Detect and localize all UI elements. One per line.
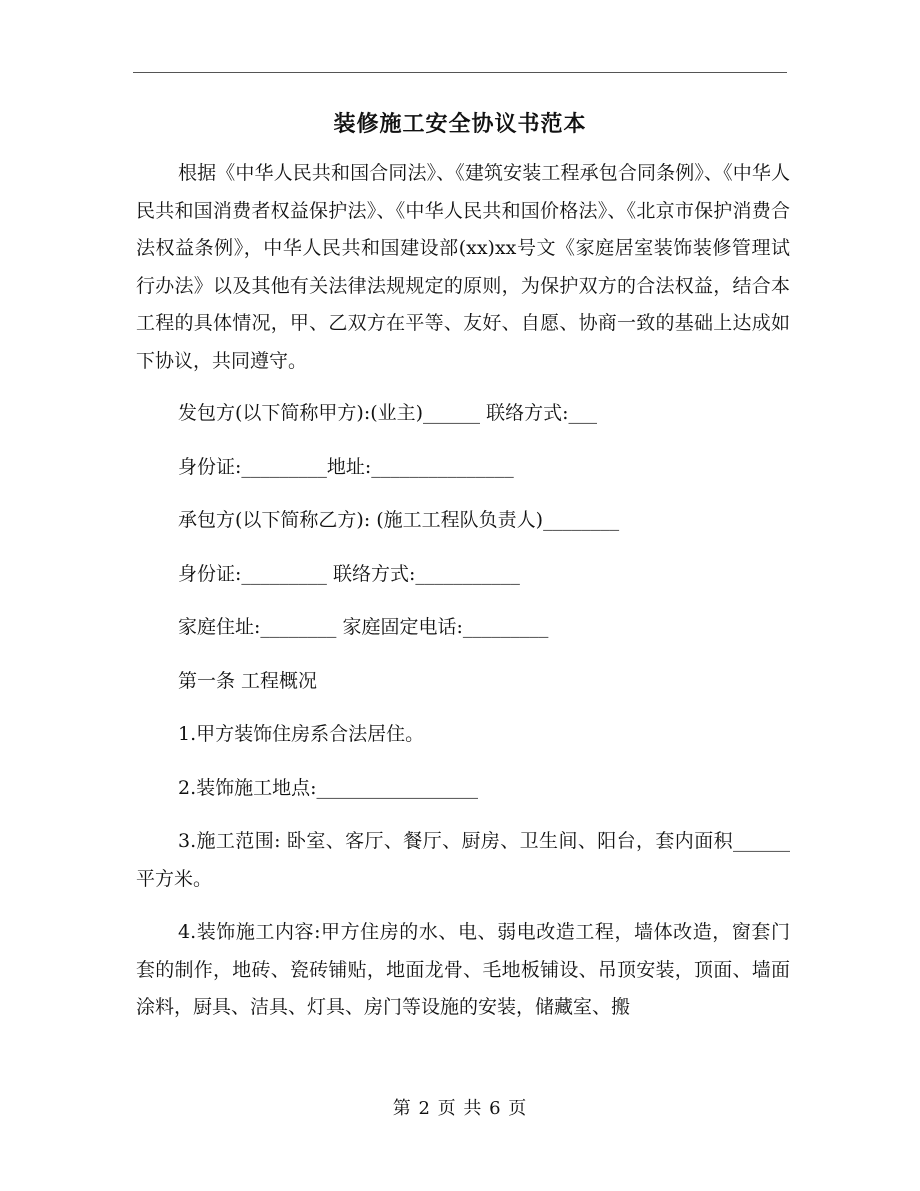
clause-4: 4.装饰施工内容:甲方住房的水、电、弱电改造工程，墙体改造，窗套门套的制作，地砖、瓷砖铺贴，地面龙骨、毛地板铺设、吊顶安装，顶面、墙面涂料，厨具、洁具、灯具、房门等设施的安装，储藏室、搬 [136,921,790,1018]
document-title: 装修施工安全协议书范本 [333,111,587,137]
intro-paragraph: 根据《中华人民共和国合同法》、《建筑安装工程承包合同条例》、《中华人民共和国消费者权益保护法》、《中华人民共和国价格法》、《北京市保护消费合法权益条例》，中华人民共和国建设部(xx)xx号文《家庭居室装饰装修管理试行办法》以及其他有关法律法规规定的原则，为保护双方的合法权益，结合本工程的具体情况，甲、乙双方在平等、友好、自愿、协商一致的基础上达成如下协议，共同遵守。 [136,162,790,372]
party-b-line: 承包方(以下简称乙方): (施工工程队负责人)________ [178,509,620,531]
document-body [136,155,790,1027]
header-rule [133,72,787,73]
clause-3: 3.施工范围: 卧室、客厅、餐厅、厨房、卫生间、阳台，套内面积______平方米。 [136,830,790,890]
party-a-line: 发包方(以下简称甲方):(业主)______ 联络方式:___ [178,402,597,424]
article-one-heading: 第一条 工程概况 [178,669,318,692]
home-address-line: 家庭住址:________ 家庭固定电话:_________ [178,616,549,638]
page-indicator: 第 2 页 共 6 页 [392,1098,528,1119]
party-a-id-line: 身份证:_________地址:_______________ [178,455,514,478]
clause-2: 2.装饰施工地点:_________________ [178,776,479,799]
party-b-id-line: 身份证:_________ 联络方式:___________ [178,562,520,585]
clause-1: 1.甲方装饰住房系合法居住。 [178,723,425,745]
